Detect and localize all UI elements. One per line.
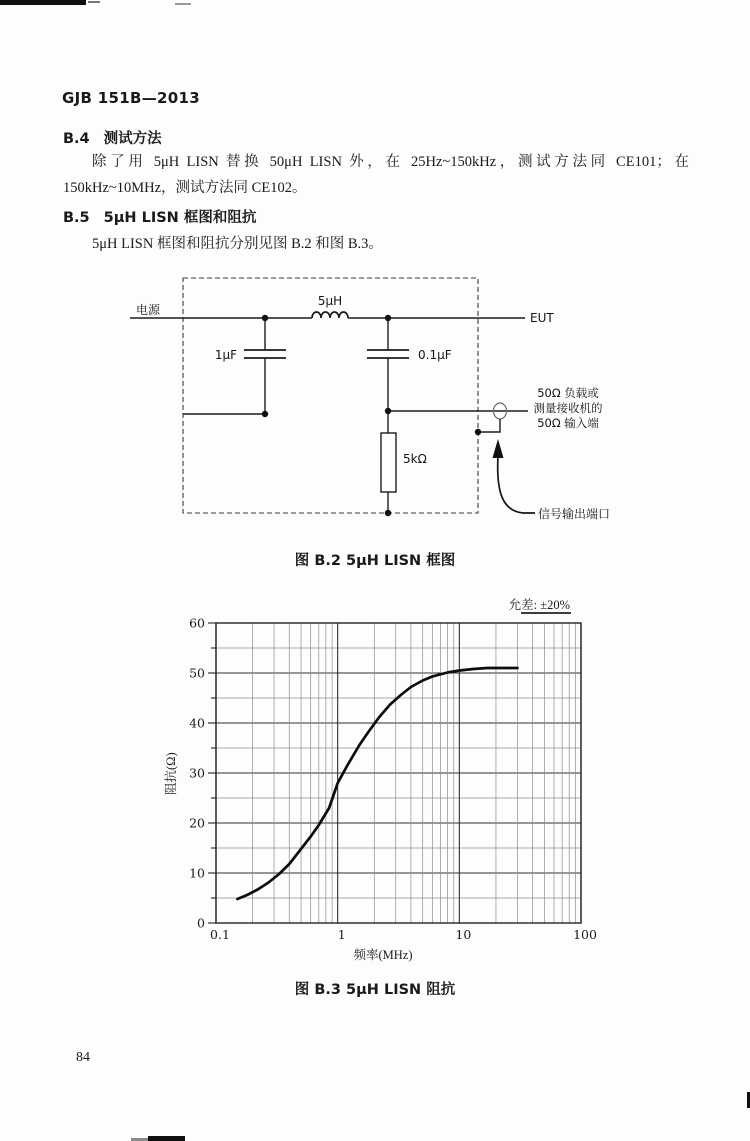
load-label-line2: 测量接收机的 bbox=[533, 401, 603, 415]
resistor-label: 5kΩ bbox=[403, 452, 427, 466]
y-tick-label: 0 bbox=[197, 915, 205, 931]
y-tick-label: 10 bbox=[189, 865, 205, 881]
section-b4-paragraph: 除了用 5μH LISN 替换 50μH LISN 外，在 25Hz~150kHz，测试方法同 CE101；在 150kHz~10MHz，测试方法同 CE102。 bbox=[63, 154, 689, 196]
chart-xlabel: 频率(MHz) bbox=[353, 948, 413, 962]
section-b4-heading bbox=[63, 127, 162, 148]
y-tick-label: 20 bbox=[189, 815, 205, 831]
page-number: 84 bbox=[76, 1050, 90, 1065]
load-annotation bbox=[534, 386, 603, 430]
section-b5-paragraph: 5μH LISN 框图和阻抗分别见图 B.2 和图 B.3。 bbox=[92, 236, 383, 252]
capacitor-01uF-symbol bbox=[367, 318, 409, 411]
capacitor-1uF-label: 1μF bbox=[214, 348, 237, 362]
load-label-line1: 50Ω 负载或 bbox=[537, 386, 599, 400]
x-tick-label: 100 bbox=[573, 927, 597, 942]
x-tick-label: 10 bbox=[455, 927, 472, 942]
tolerance-label: 允差: ±20% bbox=[508, 598, 570, 612]
impedance-curve bbox=[237, 668, 517, 899]
x-tick-label: 0.1 bbox=[210, 927, 230, 942]
y-tick-label: 50 bbox=[189, 665, 205, 681]
capacitor-1uF-symbol bbox=[244, 318, 286, 414]
scan-artifact-bottom bbox=[148, 1136, 185, 1141]
section-b5-heading bbox=[63, 206, 256, 227]
eut-label: EUT bbox=[530, 311, 554, 325]
signal-port-label: 信号输出端口 bbox=[538, 507, 611, 521]
resistor-5k-symbol bbox=[381, 411, 396, 513]
y-tick-label: 30 bbox=[189, 765, 205, 781]
chart-ylabel: 阻抗(Ω) bbox=[164, 752, 178, 795]
section-b5-number: B.5 bbox=[63, 210, 90, 226]
inductor-symbol bbox=[312, 312, 348, 318]
junction-dots bbox=[262, 315, 481, 516]
lisn-enclosure-dashed-box bbox=[183, 278, 478, 513]
x-tick-label: 1 bbox=[337, 927, 346, 942]
figure-b2-caption: 图 B.2 5μH LISN 框图 bbox=[294, 553, 456, 569]
doc-number: GJB 151B—2013 bbox=[62, 89, 200, 107]
section-b4-title: 测试方法 bbox=[103, 131, 162, 147]
section-b5-title: 5μH LISN 框图和阻抗 bbox=[103, 210, 257, 226]
y-tick-label: 60 bbox=[189, 615, 205, 631]
scan-artifact-top-dash2 bbox=[175, 3, 191, 5]
scan-artifact-top-dash bbox=[88, 1, 100, 3]
capacitor-01uF-label: 0.1μF bbox=[418, 348, 452, 362]
inductor-label: 5μH bbox=[317, 294, 343, 308]
connector-tap-wire bbox=[478, 419, 500, 432]
section-b4-number: B.4 bbox=[63, 131, 90, 147]
y-tick-label: 40 bbox=[189, 715, 205, 731]
lisn-circuit-diagram bbox=[100, 260, 660, 530]
impedance-chart bbox=[158, 594, 608, 974]
scan-artifact-top-left bbox=[0, 0, 86, 5]
power-label: 电源 bbox=[136, 303, 161, 317]
load-label-line3: 50Ω 输入端 bbox=[537, 416, 599, 430]
figure-b3-caption: 图 B.3 5μH LISN 阻抗 bbox=[294, 982, 456, 998]
signal-port-arrow bbox=[493, 439, 536, 513]
